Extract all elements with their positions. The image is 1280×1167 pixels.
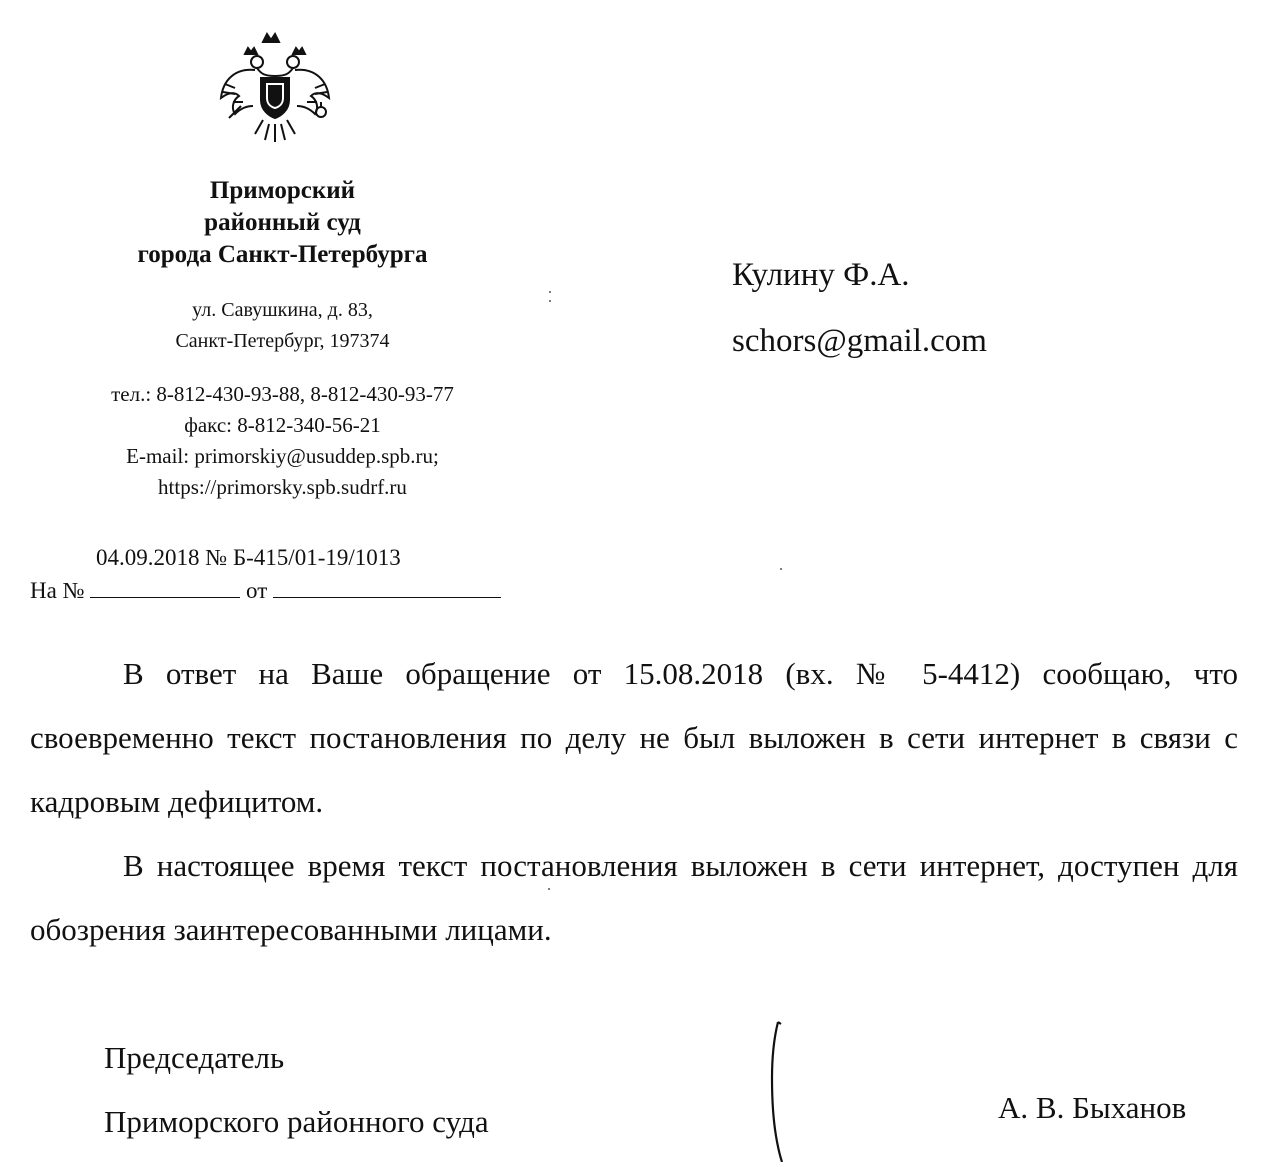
addressee-block bbox=[732, 242, 987, 374]
addressee-email: schors@gmail.com bbox=[732, 323, 987, 359]
court-name-line: районный суд bbox=[204, 209, 361, 236]
signatory-name: А. В. Быханов bbox=[998, 1090, 1187, 1125]
body-paragraph-1: В ответ на Ваше обращение от 15.08.2018 (вх. № 5-4412) сообщаю, что своевременно текст постановления по делу не был выложен в сети интернет в связи с кадровым дефицитом. bbox=[30, 656, 1238, 819]
reference-line bbox=[30, 578, 501, 604]
ref-from: от bbox=[246, 578, 268, 603]
ref-prefix: На № bbox=[30, 578, 85, 603]
signatory-title-line: Приморского районного суда bbox=[104, 1104, 489, 1139]
ref-date-blank bbox=[273, 579, 501, 598]
signatory-title-line: Председатель bbox=[104, 1040, 285, 1075]
body-paragraph-2: В настоящее время текст постановления выложен в сети интернет, доступен для обозрения заинтересованными лицами. bbox=[30, 848, 1238, 947]
court-address-line: Санкт-Петербург, 197374 bbox=[175, 330, 390, 352]
signatory-title bbox=[104, 1026, 489, 1154]
scan-speck bbox=[549, 291, 551, 293]
court-email: E-mail: primorskiy@usuddep.spb.ru; bbox=[126, 444, 439, 468]
court-phone: тел.: 8-812-430-93-88, 8-812-430-93-77 bbox=[111, 382, 454, 406]
scan-speck bbox=[548, 888, 550, 890]
outgoing-number: 04.09.2018 № Б-415/01-19/1013 bbox=[96, 545, 401, 570]
court-address-line: ул. Савушкина, д. 83, bbox=[192, 299, 373, 321]
court-fax: факс: 8-812-340-56-21 bbox=[184, 413, 381, 437]
court-website: https://primorsky.spb.sudrf.ru bbox=[158, 475, 407, 499]
court-name-line: Приморский bbox=[209, 177, 356, 204]
court-header bbox=[80, 175, 485, 503]
scan-speck bbox=[780, 568, 782, 570]
handwritten-signature bbox=[760, 1018, 800, 1162]
addressee-name: Кулину Ф.А. bbox=[732, 257, 910, 293]
scan-speck bbox=[549, 300, 551, 302]
court-name-line: города Санкт-Петербурга bbox=[137, 241, 428, 268]
russian-coat-of-arms-icon bbox=[205, 28, 345, 148]
ref-number-blank bbox=[90, 579, 240, 598]
